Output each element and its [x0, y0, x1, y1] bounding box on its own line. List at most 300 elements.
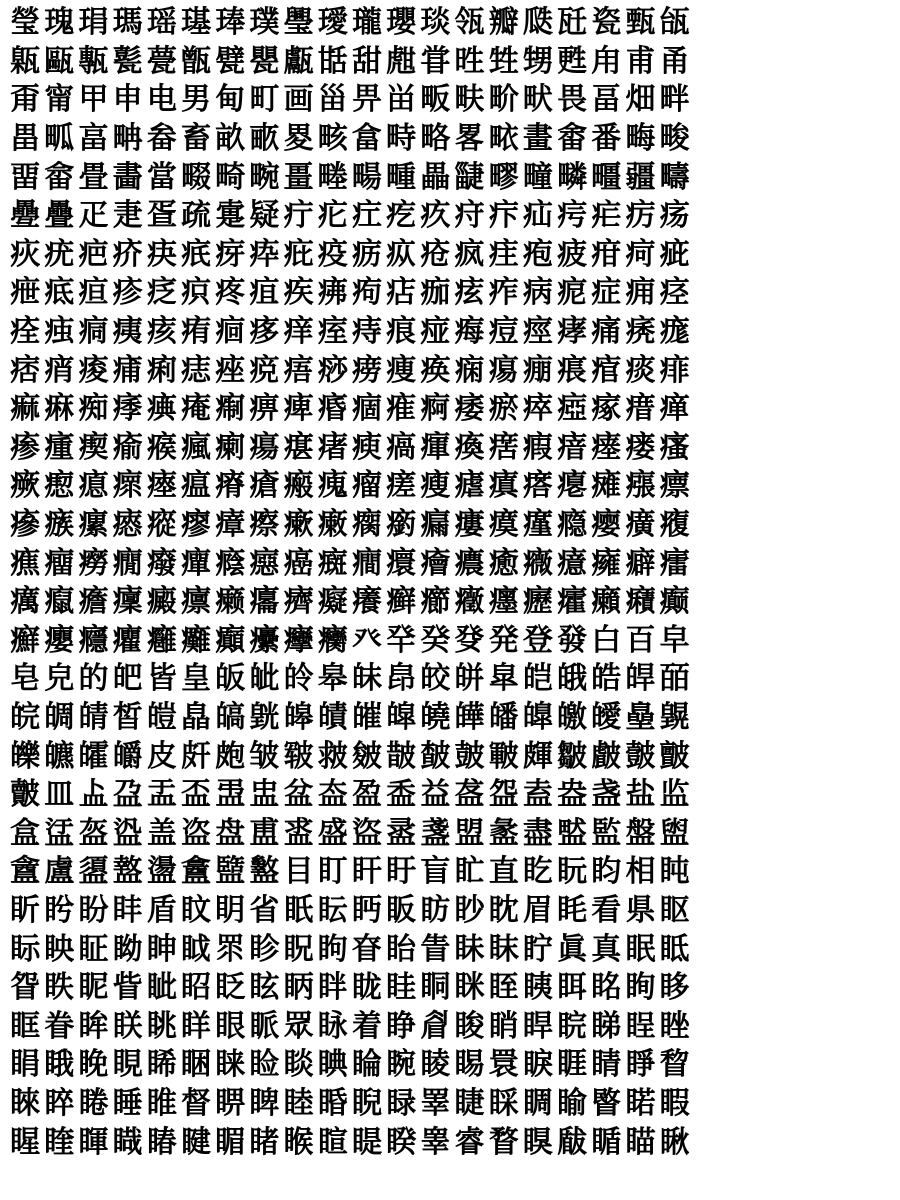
glyph-cell: 睒: [283, 1047, 314, 1083]
glyph-cell: 疱: [522, 236, 553, 272]
glyph-cell: 盹: [659, 854, 690, 890]
glyph-cell: 癌: [283, 545, 314, 581]
glyph-cell: 疅: [591, 159, 622, 195]
glyph-cell: 瘶: [283, 507, 314, 543]
glyph-cell: 盱: [386, 854, 417, 890]
glyph-cell: 百: [625, 622, 656, 658]
glyph-cell: 皭: [112, 738, 143, 774]
glyph-cell: 癳: [249, 622, 280, 658]
glyph-cell: 皹: [522, 738, 553, 774]
glyph-cell: 申: [112, 82, 143, 118]
glyph-cell: 痤: [215, 352, 246, 388]
glyph-cell: 的: [78, 661, 109, 697]
glyph-cell: 癶: [351, 622, 382, 658]
glyph-cell: 痶: [146, 391, 177, 427]
glyph-cell: 瘓: [454, 429, 485, 465]
glyph-cell: 畹: [249, 159, 280, 195]
glyph-cell: 甞: [420, 43, 451, 79]
glyph-cell: 眙: [386, 931, 417, 967]
glyph-cell: 盏: [591, 777, 622, 813]
glyph-row: [8, 814, 892, 853]
glyph-cell: 疿: [317, 275, 348, 311]
glyph-row: [8, 43, 892, 82]
glyph-cell: 睆: [557, 1008, 588, 1044]
glyph-row: [8, 737, 892, 776]
glyph-cell: 瘁: [522, 391, 553, 427]
glyph-cell: 瘞: [146, 468, 177, 504]
glyph-cell: 皶: [420, 738, 451, 774]
glyph-cell: 盄: [215, 777, 246, 813]
glyph-cell: 皐: [488, 661, 519, 697]
glyph-cell: 瘯: [44, 507, 75, 543]
glyph-cell: 盻: [44, 892, 75, 928]
glyph-cell: 盳: [454, 854, 485, 890]
glyph-cell: 盶: [557, 854, 588, 890]
glyph-cell: 甜: [351, 43, 382, 79]
glyph-cell: 瓩: [557, 5, 588, 41]
glyph-cell: 瘑: [386, 429, 417, 465]
glyph-cell: 畬: [557, 121, 588, 157]
glyph-cell: 痓: [317, 314, 348, 350]
glyph-cell: 癅: [44, 545, 75, 581]
glyph-cell: 皩: [659, 699, 690, 735]
glyph-cell: 瘸: [351, 507, 382, 543]
glyph-cell: 眠: [625, 931, 656, 967]
glyph-cell: 疞: [557, 198, 588, 234]
glyph-cell: 疛: [454, 198, 485, 234]
glyph-cell: 瘠: [215, 468, 246, 504]
glyph-cell: 皧: [591, 699, 622, 735]
glyph-cell: 睢: [146, 1085, 177, 1121]
glyph-cell: 畻: [317, 159, 348, 195]
glyph-cell: 皍: [386, 661, 417, 697]
glyph-cell: 畈: [420, 82, 451, 118]
glyph-row: [8, 274, 892, 313]
glyph-cell: 畉: [454, 82, 485, 118]
glyph-cell: 癐: [420, 545, 451, 581]
glyph-cell: 瓵: [659, 5, 690, 41]
glyph-cell: 眻: [181, 1008, 212, 1044]
glyph-cell: 癚: [78, 584, 109, 620]
glyph-cell: 痦: [283, 352, 314, 388]
glyph-cell: 眪: [283, 970, 314, 1006]
glyph-cell: 疐: [215, 198, 246, 234]
glyph-cell: 癙: [44, 584, 75, 620]
glyph-cell: 皨: [625, 699, 656, 735]
glyph-row: [8, 236, 892, 275]
glyph-cell: 瘌: [215, 429, 246, 465]
glyph-cell: 瘗: [591, 429, 622, 465]
glyph-cell: 眊: [557, 892, 588, 928]
glyph-cell: 皚: [146, 699, 177, 735]
glyph-cell: 瘣: [317, 468, 348, 504]
glyph-cell: 眜: [488, 931, 519, 967]
glyph-cell: 痣: [181, 352, 212, 388]
glyph-cell: 疑: [249, 198, 280, 234]
glyph-cell: 皡: [386, 699, 417, 735]
glyph-row: [8, 467, 892, 506]
glyph-cell: 疭: [386, 236, 417, 272]
glyph-row: [8, 351, 892, 390]
glyph-cell: 痺: [283, 391, 314, 427]
glyph-cell: 痟: [44, 352, 75, 388]
glyph-cell: 瓏: [351, 5, 382, 41]
glyph-cell: 瘢: [283, 468, 314, 504]
glyph-cell: 眂: [283, 892, 314, 928]
glyph-cell: 盗: [181, 815, 212, 851]
glyph-cell: 眿: [317, 1008, 348, 1044]
glyph-cell: 甏: [112, 43, 143, 79]
glyph-cell: 癝: [181, 584, 212, 620]
glyph-cell: 甠: [454, 43, 485, 79]
glyph-cell: 痥: [249, 352, 280, 388]
glyph-cell: 甓: [215, 43, 246, 79]
glyph-cell: 瓔: [386, 5, 417, 41]
glyph-cell: 睈: [625, 1008, 656, 1044]
glyph-cell: 睵: [112, 1124, 143, 1160]
glyph-cell: 睫: [454, 1085, 485, 1121]
glyph-cell: 睑: [249, 1047, 280, 1083]
glyph-cell: 畀: [351, 82, 382, 118]
glyph-cell: 皜: [215, 699, 246, 735]
glyph-cell: 睩: [386, 1085, 417, 1121]
glyph-cell: 痬: [488, 352, 519, 388]
glyph-cell: 瞄: [625, 1124, 656, 1160]
glyph-cell: 睬: [488, 1085, 519, 1121]
glyph-cell: 疶: [10, 275, 41, 311]
glyph-cell: 睾: [420, 1124, 451, 1160]
glyph-cell: 眢: [10, 970, 41, 1006]
glyph-cell: 畧: [454, 121, 485, 157]
glyph-cell: 瞃: [591, 1124, 622, 1160]
glyph-cell: 皪: [10, 738, 41, 774]
glyph-cell: 監: [591, 815, 622, 851]
glyph-cell: 疬: [351, 236, 382, 272]
glyph-cell: 睌: [78, 1047, 109, 1083]
glyph-cell: 皇: [181, 661, 212, 697]
glyph-cell: 皑: [522, 661, 553, 697]
glyph-cell: 痋: [44, 314, 75, 350]
glyph-cell: 癹: [454, 622, 485, 658]
glyph-cell: 皝: [249, 699, 280, 735]
glyph-row: [8, 660, 892, 699]
glyph-cell: 痹: [249, 391, 280, 427]
glyph-cell: 瘕: [522, 429, 553, 465]
glyph-cell: 痱: [659, 352, 690, 388]
glyph-row: [8, 197, 892, 236]
glyph-row: [8, 583, 892, 622]
glyph-cell: 疘: [351, 198, 382, 234]
glyph-cell: 睦: [283, 1085, 314, 1121]
glyph-cell: 甫: [625, 43, 656, 79]
glyph-cell: 痷: [181, 391, 212, 427]
glyph-cell: 眵: [659, 970, 690, 1006]
glyph-cell: 皓: [591, 661, 622, 697]
glyph-cell: 甯: [44, 82, 75, 118]
glyph-cell: 畫: [522, 121, 553, 157]
glyph-cell: 眡: [659, 931, 690, 967]
glyph-cell: 睄: [488, 1008, 519, 1044]
glyph-cell: 盁: [112, 777, 143, 813]
glyph-cell: 痚: [557, 314, 588, 350]
glyph-cell: 着: [351, 1008, 382, 1044]
glyph-cell: 痝: [659, 314, 690, 350]
glyph-cell: 瑰: [44, 5, 75, 41]
glyph-cell: 甗: [283, 43, 314, 79]
glyph-cell: 癛: [112, 584, 143, 620]
glyph-cell: 皅: [112, 661, 143, 697]
glyph-cell: 癱: [181, 622, 212, 658]
glyph-cell: 眶: [10, 1008, 41, 1044]
glyph-cell: 盨: [78, 854, 109, 890]
glyph-cell: 睧: [317, 1085, 348, 1121]
glyph-cell: 皈: [215, 661, 246, 697]
glyph-cell: 眝: [522, 931, 553, 967]
glyph-cell: 眱: [522, 970, 553, 1006]
glyph-cell: 瘤: [351, 468, 382, 504]
glyph-cell: 県: [625, 892, 656, 928]
glyph-row: [8, 1085, 892, 1124]
glyph-cell: 疲: [557, 236, 588, 272]
glyph-cell: 癞: [215, 584, 246, 620]
glyph-cell: 眷: [44, 1008, 75, 1044]
glyph-cell: 癭: [44, 622, 75, 658]
glyph-cell: 皒: [557, 661, 588, 697]
glyph-cell: 痰: [625, 352, 656, 388]
glyph-cell: 瘼: [488, 507, 519, 543]
glyph-cell: 眹: [112, 1008, 143, 1044]
glyph-cell: 瘒: [420, 429, 451, 465]
glyph-cell: 疆: [625, 159, 656, 195]
glyph-cell: 疾: [283, 275, 314, 311]
glyph-cell: 睉: [659, 1008, 690, 1044]
glyph-cell: 睃: [454, 1008, 485, 1044]
glyph-cell: 皕: [659, 661, 690, 697]
glyph-cell: 畮: [625, 121, 656, 157]
glyph-row: [8, 544, 892, 583]
glyph-cell: 眺: [146, 1008, 177, 1044]
glyph-cell: 痿: [454, 391, 485, 427]
glyph-cell: 瘿: [591, 507, 622, 543]
glyph-cell: 瘩: [522, 468, 553, 504]
glyph-cell: 眯: [454, 970, 485, 1006]
glyph-cell: 盧: [44, 854, 75, 890]
glyph-cell: 盒: [10, 815, 41, 851]
glyph-cell: 發: [557, 622, 588, 658]
glyph-cell: 甥: [522, 43, 553, 79]
glyph-cell: 畲: [44, 159, 75, 195]
glyph-cell: 瘈: [78, 429, 109, 465]
glyph-cell: 目: [283, 854, 314, 890]
glyph-cell: 睓: [317, 1047, 348, 1083]
glyph-cell: 睥: [249, 1085, 280, 1121]
glyph-cell: 症: [591, 275, 622, 311]
glyph-cell: 瘫: [591, 468, 622, 504]
glyph-cell: 痂: [420, 275, 451, 311]
glyph-cell: 畽: [386, 159, 417, 195]
glyph-cell: 皼: [625, 738, 656, 774]
glyph-cell: 癯: [112, 622, 143, 658]
glyph-cell: 疜: [488, 198, 519, 234]
glyph-cell: 皏: [454, 661, 485, 697]
glyph-cell: 疽: [249, 275, 280, 311]
glyph-cell: 瘷: [317, 507, 348, 543]
glyph-cell: 疯: [454, 236, 485, 272]
glyph-cell: 癣: [386, 584, 417, 620]
glyph-cell: 癡: [317, 584, 348, 620]
glyph-cell: 眸: [78, 1008, 109, 1044]
glyph-cell: 癗: [659, 545, 690, 581]
glyph-cell: 疸: [78, 275, 109, 311]
glyph-cell: 睿: [454, 1124, 485, 1160]
glyph-cell: 瘜: [78, 468, 109, 504]
glyph-cell: 皱: [249, 738, 280, 774]
glyph-cell: 瞂: [557, 1124, 588, 1160]
glyph-cell: 眫: [317, 970, 348, 1006]
glyph-cell: 癆: [78, 545, 109, 581]
glyph-cell: 疄: [557, 159, 588, 195]
glyph-cell: 痐: [215, 314, 246, 350]
glyph-cell: 瘂: [557, 391, 588, 427]
glyph-cell: 皆: [146, 661, 177, 697]
glyph-cell: 盷: [591, 854, 622, 890]
glyph-cell: 痀: [351, 275, 382, 311]
glyph-cell: 皵: [386, 738, 417, 774]
glyph-cell: 疴: [625, 236, 656, 272]
glyph-cell: 睎: [146, 1047, 177, 1083]
glyph-cell: 畄: [386, 82, 417, 118]
glyph-cell: 眴: [625, 970, 656, 1006]
glyph-cell: 眗: [317, 931, 348, 967]
glyph-cell: 瘚: [10, 468, 41, 504]
glyph-cell: 皰: [215, 738, 246, 774]
glyph-cell: 眘: [351, 931, 382, 967]
glyph-cell: 疥: [112, 236, 143, 272]
glyph-cell: 痜: [625, 314, 656, 350]
glyph-cell: 睏: [181, 1047, 212, 1083]
glyph-cell: 痉: [659, 275, 690, 311]
glyph-cell: 皿: [44, 777, 75, 813]
glyph-cell: 痠: [78, 352, 109, 388]
glyph-cell: 盌: [488, 777, 519, 813]
glyph-cell: 省: [249, 892, 280, 928]
glyph-row: [8, 158, 892, 197]
glyph-cell: 畤: [386, 121, 417, 157]
glyph-cell: 瘍: [249, 429, 280, 465]
glyph-cell: 瘺: [420, 507, 451, 543]
glyph-cell: 疳: [591, 236, 622, 272]
glyph-row: [8, 390, 892, 429]
glyph-cell: 痧: [317, 352, 348, 388]
glyph-cell: 睙: [522, 1047, 553, 1083]
glyph-cell: 瘇: [44, 429, 75, 465]
glyph-row: [8, 930, 892, 969]
glyph-cell: 痆: [557, 275, 588, 311]
glyph-cell: 疧: [181, 236, 212, 272]
glyph-cell: 癨: [557, 584, 588, 620]
glyph-cell: 督: [181, 1085, 212, 1121]
glyph-cell: 痞: [10, 352, 41, 388]
glyph-cell: 眮: [420, 970, 451, 1006]
glyph-cell: 甲: [78, 82, 109, 118]
glyph-cell: 瘃: [591, 391, 622, 427]
glyph-cell: 疔: [283, 198, 314, 234]
glyph-cell: 畯: [659, 121, 690, 157]
glyph-cell: 眰: [488, 970, 519, 1006]
glyph-cell: 盽: [112, 892, 143, 928]
glyph-cell: 皊: [283, 661, 314, 697]
glyph-cell: 盰: [351, 854, 382, 890]
glyph-row: [8, 120, 892, 159]
glyph-cell: 皲: [283, 738, 314, 774]
glyph-row: [8, 699, 892, 738]
glyph-cell: 癓: [522, 545, 553, 581]
glyph-cell: 瘡: [249, 468, 280, 504]
glyph-cell: 痕: [386, 314, 417, 350]
glyph-cell: 瘄: [625, 391, 656, 427]
glyph-cell: 甌: [44, 43, 75, 79]
glyph-cell: 眬: [351, 970, 382, 1006]
glyph-cell: 眇: [454, 892, 485, 928]
glyph-cell: 疰: [488, 236, 519, 272]
glyph-cell: 皢: [420, 699, 451, 735]
glyph-cell: 皺: [557, 738, 588, 774]
glyph-cell: 瓴: [454, 5, 485, 41]
glyph-cell: 甄: [625, 5, 656, 41]
glyph-cell: 盀: [78, 777, 109, 813]
glyph-cell: 盟: [454, 815, 485, 851]
glyph-cell: 瘨: [488, 468, 519, 504]
glyph-cell: 睷: [181, 1124, 212, 1160]
glyph-cell: 瘾: [557, 507, 588, 543]
glyph-cell: 瘻: [454, 507, 485, 543]
glyph-cell: 皫: [44, 738, 75, 774]
glyph-cell: 盕: [112, 815, 143, 851]
glyph-cell: 瘪: [557, 468, 588, 504]
glyph-cell: 睇: [591, 1008, 622, 1044]
glyph-cell: 畖: [44, 121, 75, 157]
glyph-cell: 相: [625, 854, 656, 890]
glyph-cell: 癏: [386, 545, 417, 581]
glyph-cell: 皽: [659, 738, 690, 774]
glyph-cell: 畟: [283, 121, 314, 157]
glyph-cell: 睕: [386, 1047, 417, 1083]
glyph-cell: 眾: [283, 1008, 314, 1044]
glyph-cell: 皥: [522, 699, 553, 735]
glyph-cell: 瘙: [659, 429, 690, 465]
glyph-cell: 盞: [420, 815, 451, 851]
glyph-cell: 癇: [112, 545, 143, 581]
glyph-cell: 瘋: [181, 429, 212, 465]
glyph-row: [8, 969, 892, 1008]
glyph-cell: 画: [283, 82, 314, 118]
glyph-cell: 盙: [249, 815, 280, 851]
glyph-row: [8, 622, 892, 661]
glyph-cell: 盿: [181, 892, 212, 928]
glyph-cell: 真: [591, 931, 622, 967]
glyph-cell: 癟: [249, 584, 280, 620]
glyph-cell: 盲: [420, 854, 451, 890]
glyph-cell: 痌: [78, 314, 109, 350]
glyph-cell: 睚: [557, 1047, 588, 1083]
glyph-cell: 睹: [249, 1124, 280, 1160]
glyph-cell: 皗: [44, 699, 75, 735]
glyph-cell: 疃: [522, 159, 553, 195]
glyph-cell: 睋: [44, 1047, 75, 1083]
glyph-cell: 疚: [420, 198, 451, 234]
glyph-cell: 痳: [44, 391, 75, 427]
glyph-cell: 瘦: [420, 468, 451, 504]
